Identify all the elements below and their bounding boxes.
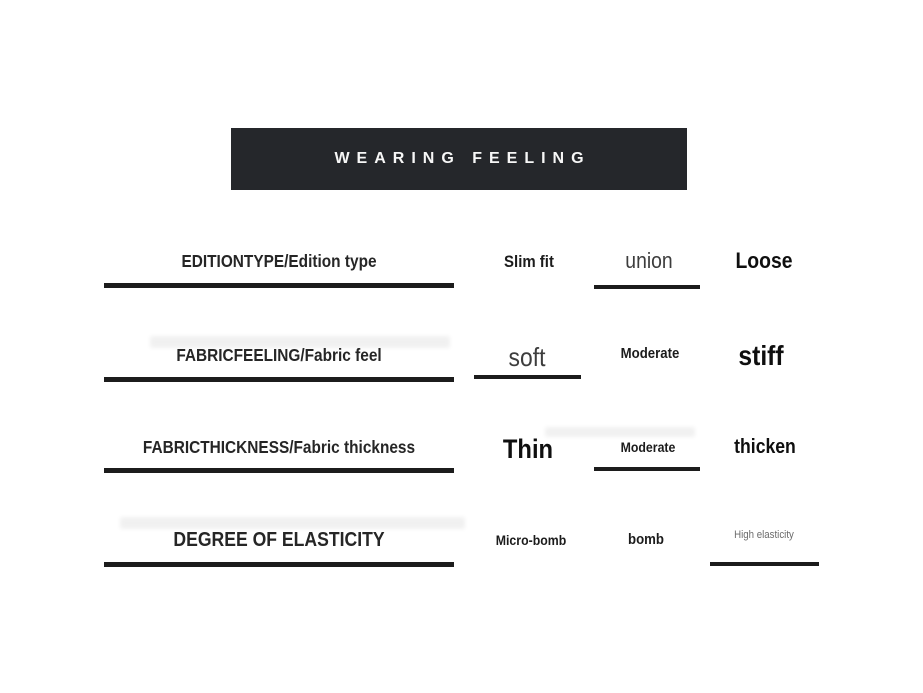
selected-underline-soft bbox=[474, 375, 581, 379]
option-moderate-thickness: Moderate bbox=[620, 438, 676, 455]
option-stiff: stiff bbox=[738, 340, 784, 371]
section-title: WEARING FEELING bbox=[334, 150, 591, 167]
selected-underline-union bbox=[594, 285, 700, 289]
selected-underline-moderate bbox=[594, 467, 700, 471]
section-header bbox=[231, 128, 687, 190]
option-bomb: bomb bbox=[628, 530, 664, 548]
label-underline bbox=[104, 562, 454, 567]
row-label-elasticity: DEGREE OF ELASTICITY bbox=[173, 528, 385, 551]
option-loose: Loose bbox=[735, 248, 793, 273]
row-label-fabric-feel: FABRICFEELING/Fabric feel bbox=[176, 344, 382, 365]
option-moderate-feel: Moderate bbox=[620, 345, 680, 362]
row-label-edition-type: EDITIONTYPE/Edition type bbox=[181, 250, 377, 271]
option-high-elasticity: High elasticity bbox=[734, 529, 794, 542]
label-underline bbox=[104, 468, 454, 473]
selected-underline-high-elasticity bbox=[710, 562, 819, 566]
option-micro-bomb: Micro-bomb bbox=[495, 532, 567, 548]
option-soft: soft bbox=[508, 341, 546, 372]
row-label-fabric-thickness: FABRICTHICKNESS/Fabric thickness bbox=[142, 436, 416, 457]
option-slim-fit: Slim fit bbox=[504, 252, 554, 271]
label-underline bbox=[104, 377, 454, 382]
label-underline bbox=[104, 283, 454, 288]
option-thicken: thicken bbox=[734, 435, 796, 458]
option-union: union bbox=[625, 248, 673, 273]
option-thin: Thin bbox=[502, 433, 554, 464]
